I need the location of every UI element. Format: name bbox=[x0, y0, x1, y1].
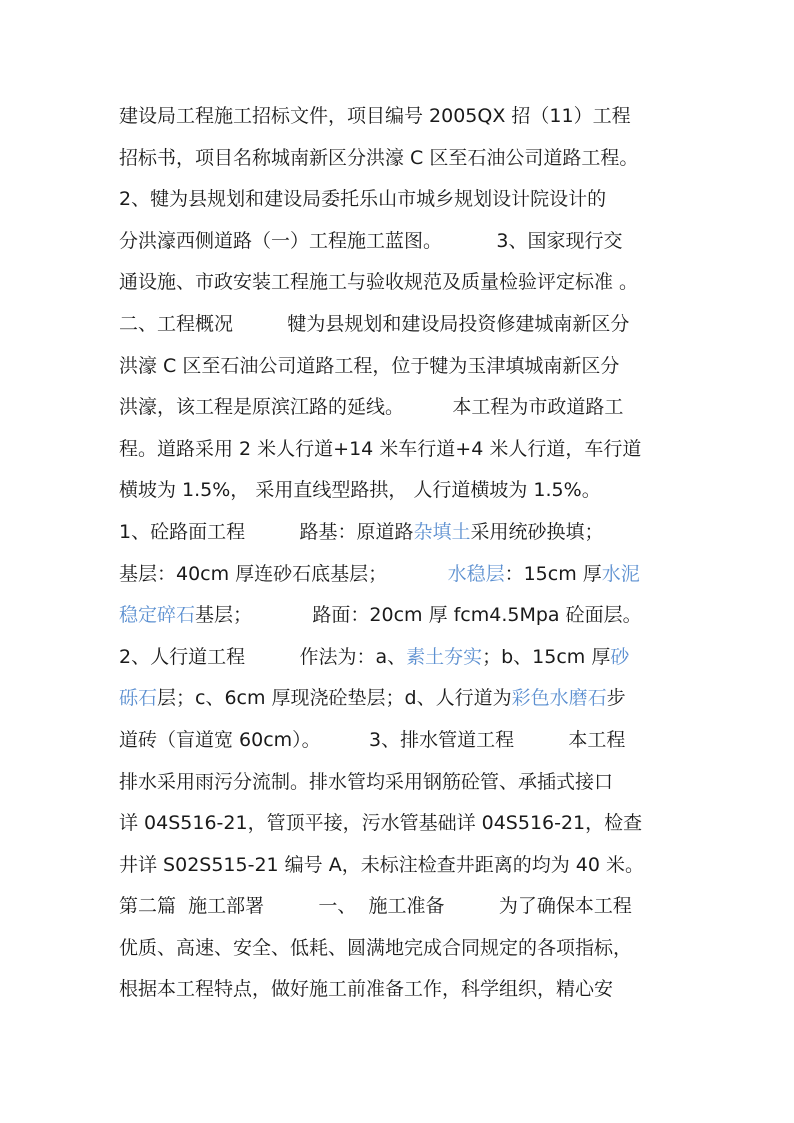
text-line bbox=[119, 138, 719, 180]
text-segment: 2、人行道工程 作法为：a、 bbox=[119, 645, 407, 668]
text-line bbox=[119, 179, 719, 221]
term-link[interactable]: 砂 bbox=[610, 645, 630, 668]
text-line bbox=[119, 512, 719, 554]
text-segment: 优质、高速、安全、低耗、圆满地完成合同规定的各项指标， bbox=[119, 936, 633, 959]
text-line bbox=[119, 96, 719, 138]
text-line bbox=[119, 637, 719, 679]
text-segment: 采用统砂换填； bbox=[470, 520, 604, 543]
text-segment: 2、犍为县规划和建设局委托乐山市城乡规划设计院设计的 bbox=[119, 188, 607, 211]
term-link[interactable]: 杂填土 bbox=[413, 520, 471, 543]
text-segment: 建设局工程施工招标文件，项目编号 2005QX 招（11）工程 bbox=[119, 105, 631, 127]
text-line bbox=[119, 304, 719, 346]
text-line bbox=[119, 845, 719, 887]
text-line bbox=[119, 470, 719, 512]
text-segment: 详 04S516-21，管顶平接，污水管基础详 04S516-21，检查 bbox=[119, 812, 643, 835]
text-line bbox=[119, 595, 719, 637]
text-segment: 根据本工程特点，做好施工前准备工作，科学组织，精心安 bbox=[119, 978, 614, 1001]
text-segment: 基层：40cm 厚连砂石底基层； bbox=[119, 562, 448, 585]
text-segment: ：15cm 厚 bbox=[504, 562, 602, 585]
text-line bbox=[119, 886, 719, 928]
text-segment: 井详 S02S515-21 编号 A，未标注检查井距离的均为 40 米。 bbox=[119, 853, 644, 876]
text-line bbox=[119, 262, 719, 304]
text-line bbox=[119, 221, 719, 263]
text-line bbox=[119, 678, 719, 720]
text-segment: 排水采用雨污分流制。排水管均采用钢筋砼管、承插式接口 bbox=[119, 770, 614, 793]
term-link[interactable]: 稳定碎石 bbox=[119, 604, 196, 627]
text-segment: 程。道路采用 2 米人行道+14 米车行道+4 米人行道，车行道 bbox=[119, 437, 642, 460]
text-line bbox=[119, 720, 719, 762]
term-link[interactable]: 水泥 bbox=[601, 562, 640, 585]
text-segment: 通设施、市政安装工程施工与验收规范及质量检验评定标准 。 bbox=[119, 271, 639, 294]
term-link[interactable]: 砾石 bbox=[119, 687, 158, 710]
term-link[interactable]: 彩色水磨石 bbox=[511, 687, 607, 710]
text-segment: 第二篇 施工部署 一、 施工准备 为了确保本工程 bbox=[119, 895, 632, 918]
text-segment: 二、工程概况 犍为县规划和建设局投资修建城南新区分 bbox=[119, 312, 630, 335]
text-segment: 步 bbox=[606, 687, 626, 710]
term-link[interactable]: 素土夯实 bbox=[406, 645, 483, 668]
text-segment: 基层； 路面：20cm 厚 fcm4.5Mpa 砼面层。 bbox=[195, 604, 642, 627]
text-line bbox=[119, 762, 719, 804]
text-line bbox=[119, 928, 719, 970]
text-segment: 1、砼路面工程 路基：原道路 bbox=[119, 520, 414, 543]
text-line bbox=[119, 969, 719, 1011]
text-segment: ；b、15cm 厚 bbox=[482, 645, 611, 668]
text-segment: 分洪濠西侧道路（一）工程施工蓝图。 3、国家现行交 bbox=[119, 229, 623, 252]
text-line bbox=[119, 387, 719, 429]
text-segment: 洪濠，该工程是原滨江路的延线。 本工程为市政道路工 bbox=[119, 396, 624, 419]
text-segment: 道砖（盲道宽 60cm）。 3、排水管道工程 本工程 bbox=[119, 728, 626, 751]
text-line bbox=[119, 429, 719, 471]
term-link[interactable]: 水稳层 bbox=[447, 562, 505, 585]
text-line bbox=[119, 803, 719, 845]
text-segment: 招标书，项目名称城南新区分洪濠 C 区至石油公司道路工程。 bbox=[119, 146, 639, 169]
text-line bbox=[119, 346, 719, 388]
text-segment: 横坡为 1.5%， 采用直线型路拱， 人行道横坡为 1.5%。 bbox=[119, 479, 601, 502]
text-segment: 洪濠 C 区至石油公司道路工程，位于犍为玉津填城南新区分 bbox=[119, 354, 620, 377]
text-segment: 层；c、6cm 厚现浇砼垫层；d、人行道为 bbox=[157, 687, 512, 710]
text-line bbox=[119, 554, 719, 596]
body-text bbox=[119, 96, 719, 1011]
